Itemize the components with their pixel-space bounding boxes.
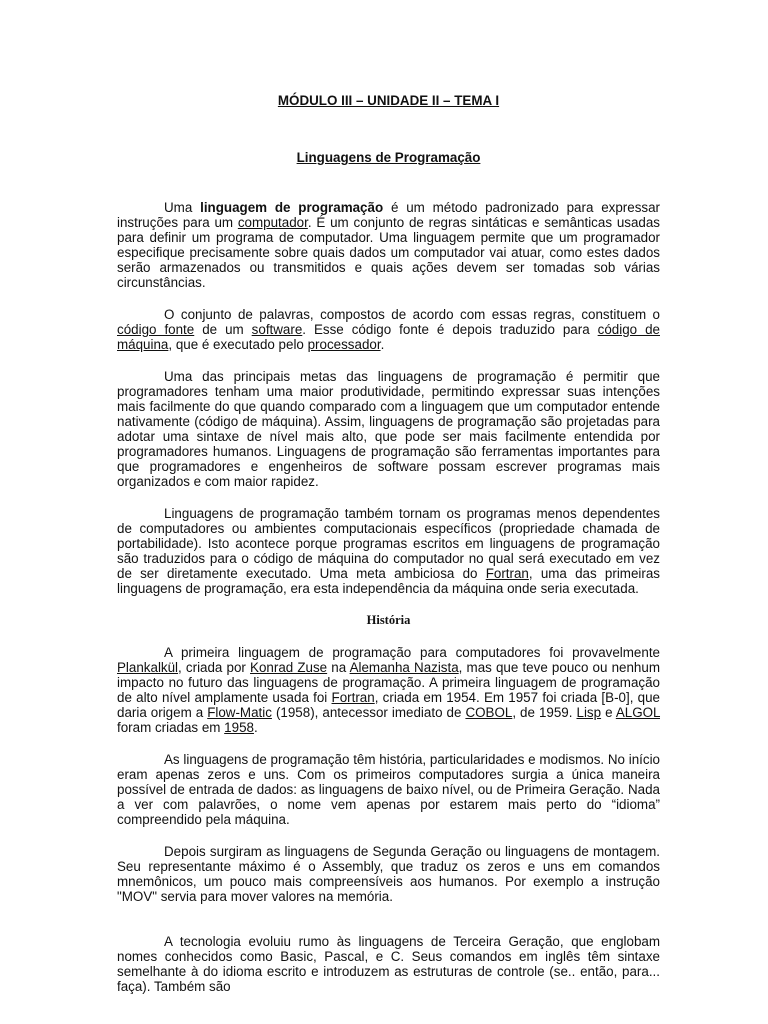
hyperlink[interactable]: código de máquina (117, 322, 660, 352)
hyperlink[interactable]: processador (307, 337, 381, 352)
intro-section (117, 200, 660, 596)
hyperlink[interactable]: COBOL (465, 705, 513, 720)
hyperlink[interactable]: 1958 (224, 720, 254, 735)
hyperlink[interactable]: Fortran (331, 690, 375, 705)
paragraph (117, 752, 660, 827)
text-run: , que é executado pelo (168, 337, 308, 352)
text-run: Linguagens de programação também tornam os programas menos dependentes de computadores ou ambientes computacionais específicos (propriedade chamada de portabilidade). Isto acontece porque programas escritos em linguagens de programação são traduzidos para o código de máquina do computador no qual será executado em vez de ser diretamente executado. Uma meta ambiciosa do (117, 506, 660, 581)
paragraph (117, 200, 660, 290)
text-run: de um (194, 322, 252, 337)
text-run: , criada por (178, 660, 251, 675)
hyperlink[interactable]: Flow-Matic (207, 705, 272, 720)
paragraph (117, 934, 660, 994)
document-subtitle: Linguagens de Programação (296, 150, 481, 165)
text-run: A tecnologia evoluiu rumo às linguagens de Terceira Geração, que englobam nomes conhecidos como Basic, Pascal, e C. Seus comandos em inglês têm sintaxe semelhante à do idioma escrito e introduzem as estruturas de controle (se.. então, para... faça). Também são (117, 934, 660, 994)
text-run: foram criadas em (117, 720, 225, 735)
paragraph (117, 645, 660, 735)
text-run: . Esse código fonte é depois traduzido para (302, 322, 598, 337)
text-run: é um método padronizado para expressar instruções para um (117, 200, 660, 230)
hyperlink[interactable]: ALGOL (615, 705, 660, 720)
text-run: As linguagens de programação têm história, particularidades e modismos. No início eram apenas zeros e uns. Com os primeiros computadores surgia a única maneira possível de entrada de dados: as linguagens de baixo nível, ou de Primeira Geração. Nada a ver com palavrões, o nome vem apenas por estarem mais perto do “idioma” compreendido pela máquina. (117, 752, 660, 827)
paragraph (117, 844, 660, 904)
text-run: A primeira linguagem de programação para computadores foi provavelmente (164, 645, 660, 660)
text-run: . (380, 337, 385, 352)
section-heading-historia: História (366, 613, 411, 627)
paragraph (117, 307, 660, 352)
hyperlink[interactable]: Konrad Zuse (250, 660, 328, 675)
hyperlink[interactable]: Alemanha Nazista (349, 660, 459, 675)
text-run: , criada em 1954. Em 1957 foi criada [B-0], que daria origem a (117, 690, 660, 720)
text-run: (1958), antecessor imediato de (271, 705, 466, 720)
module-title: MÓDULO III – UNIDADE II – TEMA I (277, 93, 500, 108)
paragraph (117, 506, 660, 596)
text-run: e (601, 705, 616, 720)
hyperlink[interactable]: computador (237, 215, 308, 230)
text-run: na (327, 660, 350, 675)
bold-term: linguagem de programação (200, 200, 384, 215)
text-run: Uma (164, 200, 201, 215)
text-run: . É um conjunto de regras sintáticas e semânticas usadas para definir um programa de computador. Uma linguagem permite que um programador especifique precisamente sobre quais dados um computador vai atuar, como estes dados serão armazenados ou transmitidos e quais ações devem ser tomadas sob várias circunstâncias. (117, 215, 661, 290)
hyperlink[interactable]: Fortran (485, 566, 529, 581)
document-page (117, 92, 660, 1011)
hyperlink[interactable]: Lisp (576, 705, 602, 720)
hyperlink[interactable]: código fonte (117, 322, 195, 337)
text-run: Uma das principais metas das linguagens de programação é permitir que programadores tenham uma maior produtividade, permitindo expressar suas intenções mais facilmente do que quando comparado com a linguagem que um computador entende nativamente (código de máquina). Assim, linguagens de programação são projetadas para adotar uma sintaxe de nível mais alto, que pode ser mais facilmente entendida por programadores humanos. Linguagens de programação são ferramentas importantes para que programadores e engenheiros de software possam escrever programas mais organizados e com maior rapidez. (117, 369, 660, 489)
text-run: , mas que teve pouco ou nenhum impacto no futuro das linguagens de programação. A primeira linguagem de programação de alto nível amplamente usada foi (117, 660, 660, 705)
hyperlink[interactable]: Plankalkül (117, 660, 179, 675)
history-section (117, 645, 660, 994)
paragraph (117, 369, 660, 489)
text-run: O conjunto de palavras, compostos de acordo com essas regras, constituem o (164, 307, 660, 322)
text-run: , uma das primeiras linguagens de programação, era esta independência da máquina onde seria executada. (117, 566, 660, 596)
hyperlink[interactable]: software (251, 322, 303, 337)
text-run: Depois surgiram as linguagens de Segunda Geração ou linguagens de montagem. Seu representante máximo é o Assembly, que traduz os zeros e uns em comandos mnemônicos, um pouco mais compreensíveis aos humanos. Por exemplo a instrução "MOV" servia para mover valores na memória. (117, 844, 660, 904)
text-run: , de 1959. (512, 705, 577, 720)
text-run: . (253, 720, 258, 735)
